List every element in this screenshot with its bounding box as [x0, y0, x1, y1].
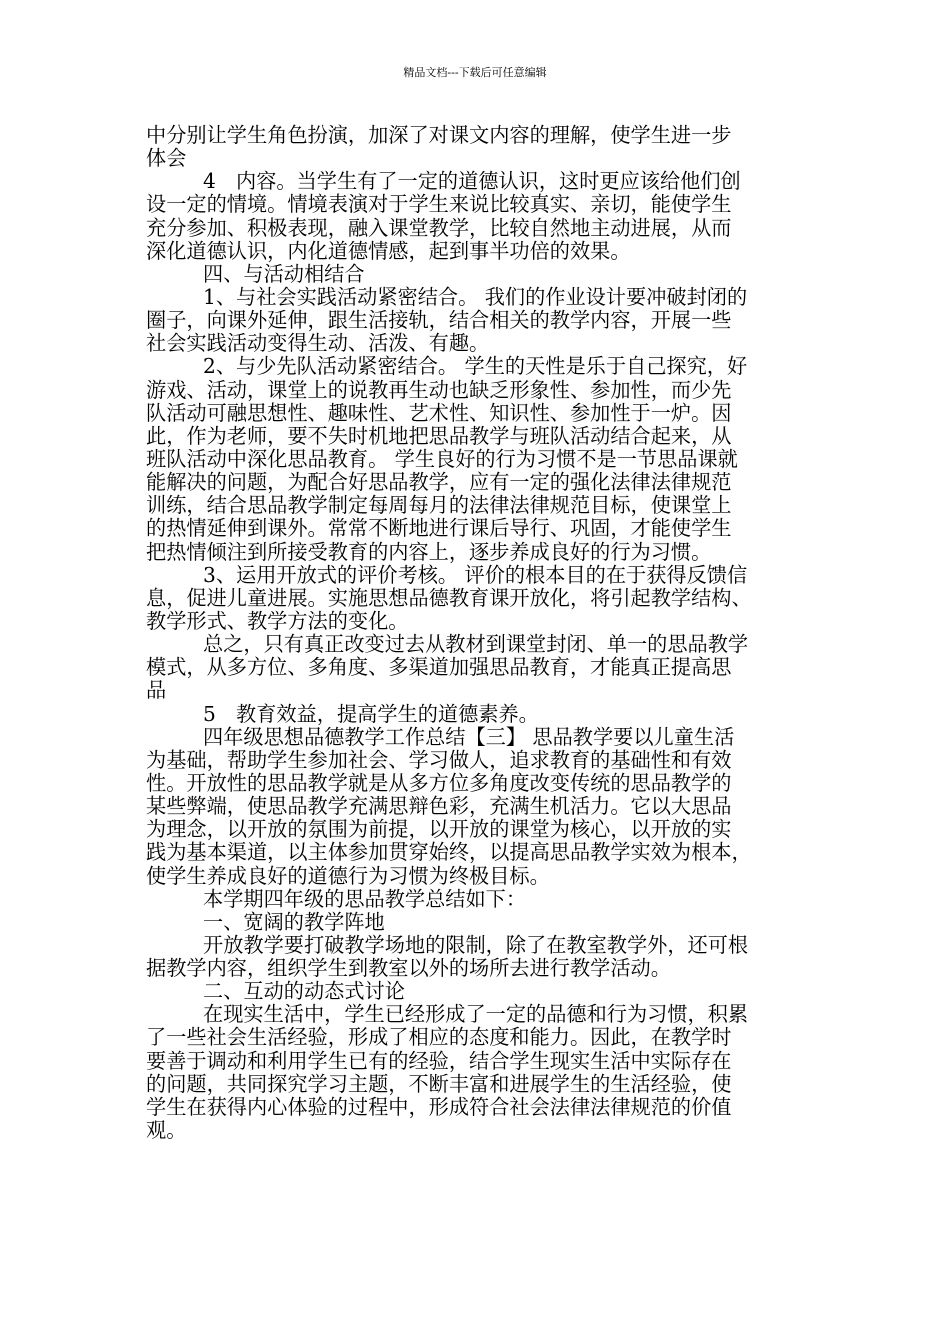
text-line: 充分参加、积极表现，融入课堂教学，比较自然地主动进展，从而 [146, 216, 732, 240]
text-line: 二、互动的动态式讨论 [203, 980, 405, 1004]
text-line: 观。 [146, 1119, 187, 1143]
text-line: 开放教学要打破教学场地的限制，除了在教室教学外，还可根 [203, 933, 749, 957]
text-line: 为理念，以开放的氛围为前提，以开放的课堂为核心，以开放的实 [146, 818, 732, 842]
text-line: 训练，结合思品教学制定每周每月的法律法律规范目标，使课堂上 [146, 494, 732, 518]
text-line: 游戏、活动，课堂上的说教再生动也缺乏形象性、参加性，而少先 [146, 378, 732, 402]
text-line: 践为基本渠道，以主体参加贯穿始终，以提高思品教学实效为根本， [146, 841, 752, 865]
text-line: 的问题，共同探究学习主题，不断丰富和进展学生的生活经验，使 [146, 1072, 732, 1096]
text-line: 总之，只有真正改变过去从教材到课堂封闭、单一的思品教学 [203, 633, 749, 657]
text-line: 队活动可融思想性、趣味性、艺术性、知识性、参加性于一炉。因 [146, 401, 732, 425]
text-line: 3、运用开放式的评价考核。 评价的根本目的在于获得反馈信 [203, 563, 748, 587]
text-line: 四、与活动相结合 [203, 262, 365, 286]
text-line: 能解决的问题，为配合好思品教学，应有一定的强化法律法律规范 [146, 471, 732, 495]
text-line: 性。开放性的思品教学就是从多方位多角度改变传统的思品教学的 [146, 771, 732, 795]
text-line: 2、与少先队活动紧密结合。 学生的天性是乐于自己探究，好 [203, 355, 748, 379]
text-line: 一、宽阔的教学阵地 [203, 910, 385, 934]
text-line: 把热情倾注到所接受教育的内容上，逐步养成良好的行为习惯。 [146, 540, 712, 564]
text-line: 1、与社会实践活动紧密结合。 我们的作业设计要冲破封闭的 [203, 285, 748, 309]
text-line: 的热情延伸到课外。常常不断地进行课后导行、巩固，才能使学生 [146, 517, 732, 541]
text-line: 教学形式、教学方法的变化。 [146, 609, 409, 633]
text-line: 社会实践活动变得生动、活泼、有趣。 [146, 332, 490, 356]
page-header: 精品文档---下载后可任意编辑 [403, 66, 547, 79]
text-line: 息，促进儿童进展。实施思想品德教育课开放化，将引起教学结构、 [146, 586, 752, 610]
text-line: 模式，从多方位、多角度、多渠道加强思品教育，才能真正提高思 [146, 656, 732, 680]
text-line: 4 内容。当学生有了一定的道德认识，这时更应该给他们创 [203, 170, 741, 194]
text-line: 体会 [146, 147, 187, 171]
text-line: 四年级思想品德教学工作总结【三】 思品教学要以儿童生活 [203, 725, 735, 749]
text-line: 为基础，帮助学生参加社会、学习做人，追求教育的基础性和有效 [146, 748, 732, 772]
text-line: 5 教育效益，提高学生的道德素养。 [203, 702, 539, 726]
text-line: 圈子，向课外延伸，跟生活接轨，结合相关的教学内容，开展一些 [146, 309, 732, 333]
text-line: 深化道德认识，内化道德情感，起到事半功倍的效果。 [146, 239, 631, 263]
text-line: 在现实生活中，学生已经形成了一定的品德和行为习惯，积累 [203, 1003, 749, 1027]
text-line: 要善于调动和利用学生已有的经验，结合学生现实生活中实际存在 [146, 1049, 732, 1073]
document-body [146, 124, 811, 1142]
text-line: 此，作为老师，要不失时机地把思品教学与班队活动结合起来，从 [146, 424, 732, 448]
text-line: 使学生养成良好的道德行为习惯为终极目标。 [146, 864, 550, 888]
text-line: 品 [146, 679, 167, 703]
text-line: 本学期四年级的思品教学总结如下： [203, 887, 527, 911]
text-line: 中分别让学生角色扮演，加深了对课文内容的理解，使学生进一步 [146, 124, 732, 147]
text-line: 班队活动中深化思品教育。 学生良好的行为习惯不是一节思品课就 [146, 447, 738, 471]
text-line: 设一定的情境。情境表演对于学生来说比较真实、亲切，能使学生 [146, 193, 732, 217]
text-line: 学生在获得内心体验的过程中，形成符合社会法律法律规范的价值 [146, 1095, 732, 1119]
text-line: 据教学内容，组织学生到教室以外的场所去进行教学活动。 [146, 957, 671, 981]
text-line: 某些弊端，使思品教学充满思辩色彩，充满生机活力。它以大思品 [146, 795, 732, 819]
text-line: 了一些社会生活经验，形成了相应的态度和能力。因此，在教学时 [146, 1026, 732, 1050]
